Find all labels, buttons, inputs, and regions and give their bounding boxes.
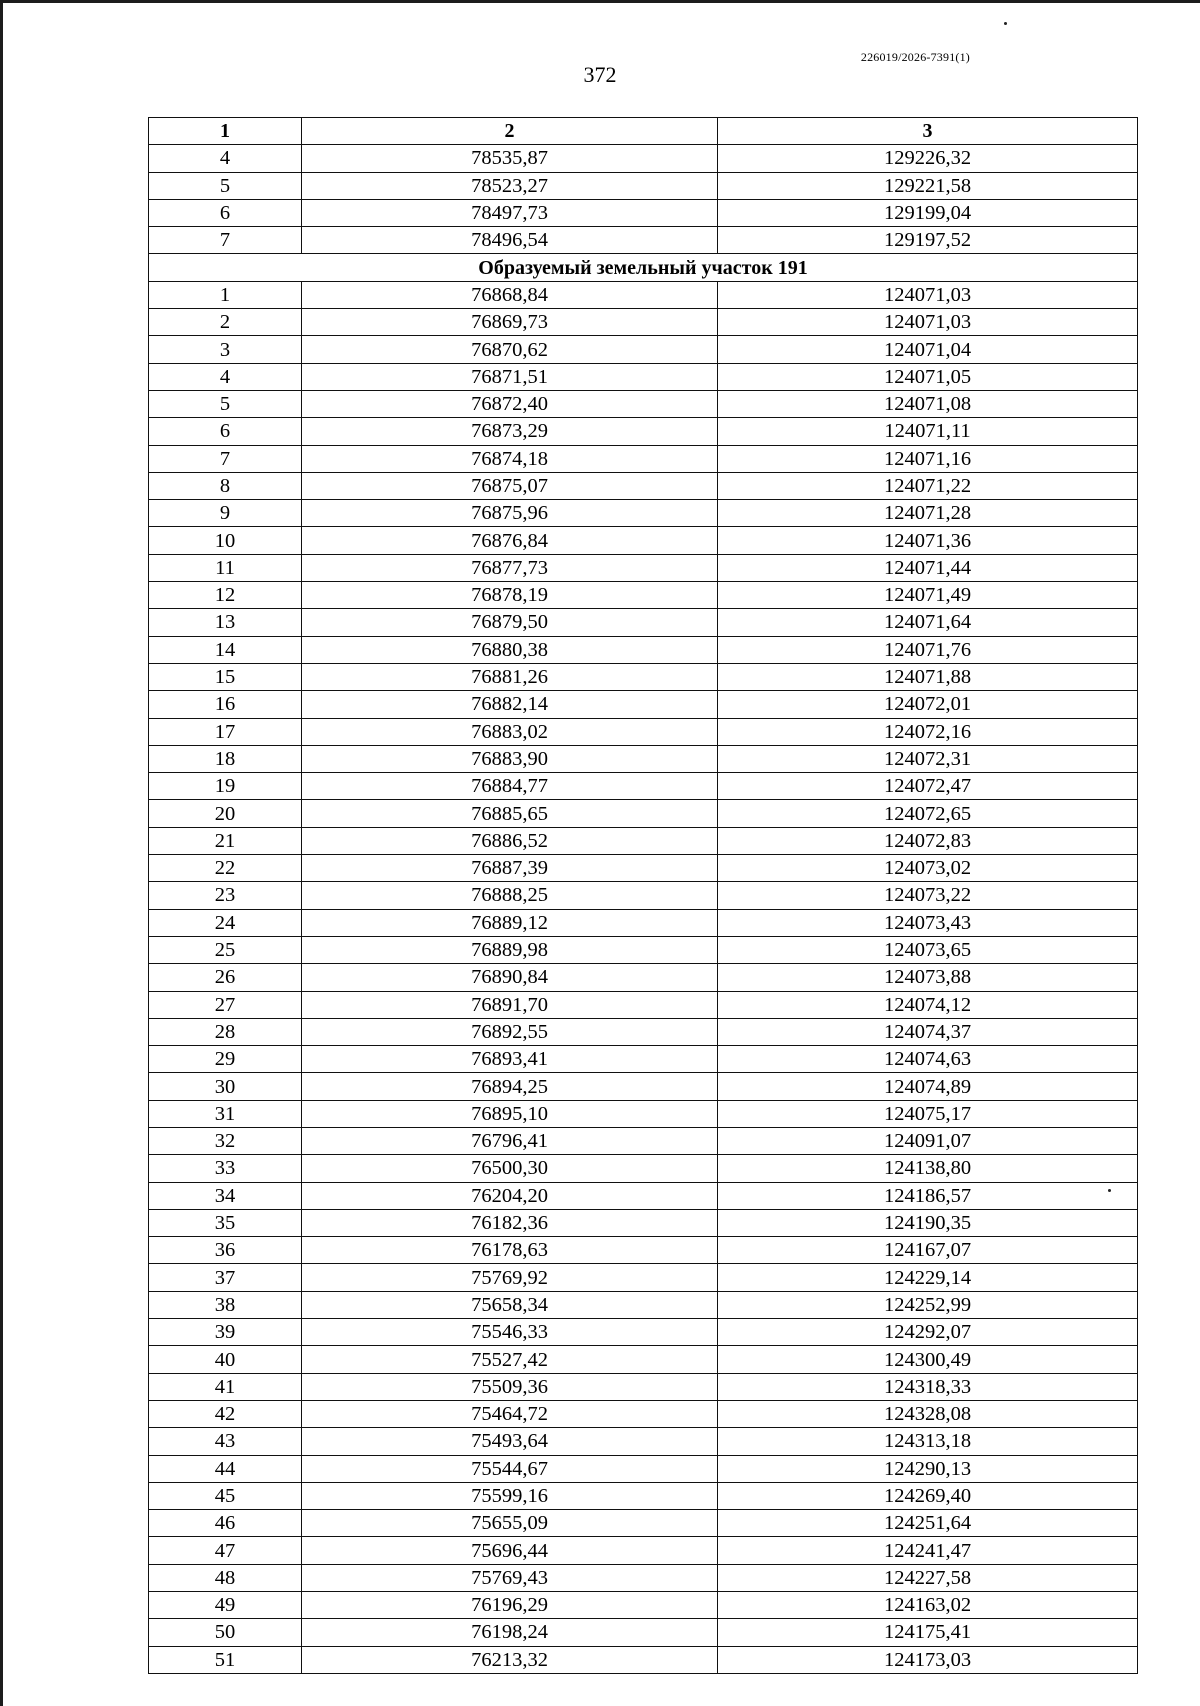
table-row	[149, 1073, 1138, 1100]
table-row	[149, 281, 1138, 308]
coordinate-x-cell: 76889,98	[302, 936, 718, 963]
point-number-cell: 10	[149, 527, 302, 554]
table-row	[149, 1237, 1138, 1264]
coordinate-y-cell: 124071,49	[718, 582, 1138, 609]
coordinate-y-cell: 124175,41	[718, 1619, 1138, 1646]
point-number-cell: 13	[149, 609, 302, 636]
coordinate-y-cell: 124300,49	[718, 1346, 1138, 1373]
coordinate-y-cell: 124073,02	[718, 855, 1138, 882]
coordinate-x-cell: 76890,84	[302, 964, 718, 991]
table-row	[149, 1646, 1138, 1673]
point-number-cell: 31	[149, 1100, 302, 1127]
coordinate-x-cell: 78523,27	[302, 172, 718, 199]
coordinate-y-cell: 124074,63	[718, 1046, 1138, 1073]
coordinate-y-cell: 124074,37	[718, 1018, 1138, 1045]
point-number-cell: 2	[149, 309, 302, 336]
coordinate-y-cell: 124241,47	[718, 1537, 1138, 1564]
table-row	[149, 309, 1138, 336]
point-number-cell: 20	[149, 800, 302, 827]
column-header-3: 3	[718, 118, 1138, 145]
table-row	[149, 1482, 1138, 1509]
point-number-cell: 5	[149, 172, 302, 199]
coordinate-x-cell: 76881,26	[302, 663, 718, 690]
table-row	[149, 1018, 1138, 1045]
coordinate-x-cell: 75658,34	[302, 1291, 718, 1318]
point-number-cell: 45	[149, 1482, 302, 1509]
coordinate-y-cell: 124073,22	[718, 882, 1138, 909]
coordinate-x-cell: 76871,51	[302, 363, 718, 390]
point-number-cell: 48	[149, 1564, 302, 1591]
point-number-cell: 27	[149, 991, 302, 1018]
coordinate-y-cell: 124167,07	[718, 1237, 1138, 1264]
coordinate-x-cell: 76874,18	[302, 445, 718, 472]
coordinate-x-cell: 75464,72	[302, 1400, 718, 1427]
table-row	[149, 1510, 1138, 1537]
coordinate-x-cell: 75493,64	[302, 1428, 718, 1455]
table-row	[149, 418, 1138, 445]
point-number-cell: 21	[149, 827, 302, 854]
table-row	[149, 1264, 1138, 1291]
table-row	[149, 554, 1138, 581]
point-number-cell: 9	[149, 500, 302, 527]
coordinate-y-cell: 124186,57	[718, 1182, 1138, 1209]
coordinate-x-cell: 76500,30	[302, 1155, 718, 1182]
table-row	[149, 609, 1138, 636]
point-number-cell: 46	[149, 1510, 302, 1537]
coordinate-y-cell: 124071,04	[718, 336, 1138, 363]
table-row	[149, 1373, 1138, 1400]
table-row	[149, 527, 1138, 554]
coordinate-y-cell: 124138,80	[718, 1155, 1138, 1182]
coordinate-x-cell: 76878,19	[302, 582, 718, 609]
coordinate-x-cell: 75696,44	[302, 1537, 718, 1564]
coordinate-y-cell: 124071,76	[718, 636, 1138, 663]
point-number-cell: 1	[149, 281, 302, 308]
coordinate-y-cell: 124313,18	[718, 1428, 1138, 1455]
coordinate-x-cell: 76886,52	[302, 827, 718, 854]
coordinate-y-cell: 124072,83	[718, 827, 1138, 854]
table-row	[149, 1209, 1138, 1236]
table-row	[149, 718, 1138, 745]
table-row	[149, 390, 1138, 417]
point-number-cell: 6	[149, 418, 302, 445]
table-row	[149, 964, 1138, 991]
coordinate-y-cell: 124071,03	[718, 309, 1138, 336]
column-header-2: 2	[302, 118, 718, 145]
coordinate-x-cell: 76888,25	[302, 882, 718, 909]
coordinate-x-cell: 76876,84	[302, 527, 718, 554]
coordinate-x-cell: 76883,02	[302, 718, 718, 745]
coordinate-y-cell: 124071,28	[718, 500, 1138, 527]
table-row	[149, 1400, 1138, 1427]
point-number-cell: 35	[149, 1209, 302, 1236]
point-number-cell: 41	[149, 1373, 302, 1400]
table-row	[149, 1619, 1138, 1646]
point-number-cell: 22	[149, 855, 302, 882]
coordinate-x-cell: 76213,32	[302, 1646, 718, 1673]
coordinate-y-cell: 124071,16	[718, 445, 1138, 472]
table-row	[149, 1319, 1138, 1346]
point-number-cell: 23	[149, 882, 302, 909]
coordinate-x-cell: 76873,29	[302, 418, 718, 445]
coordinate-y-cell: 124071,22	[718, 472, 1138, 499]
table-row	[149, 1564, 1138, 1591]
coordinate-y-cell: 124252,99	[718, 1291, 1138, 1318]
point-number-cell: 24	[149, 909, 302, 936]
coordinate-y-cell: 124163,02	[718, 1592, 1138, 1619]
page-number: 372	[583, 62, 617, 87]
table-row	[149, 882, 1138, 909]
coordinate-y-cell: 124071,11	[718, 418, 1138, 445]
point-number-cell: 3	[149, 336, 302, 363]
coordinate-y-cell: 124071,64	[718, 609, 1138, 636]
point-number-cell: 34	[149, 1182, 302, 1209]
point-number-cell: 5	[149, 390, 302, 417]
table-row	[149, 909, 1138, 936]
coordinates-table	[148, 117, 1138, 1674]
coordinate-y-cell: 124190,35	[718, 1209, 1138, 1236]
point-number-cell: 7	[149, 445, 302, 472]
coordinate-x-cell: 76884,77	[302, 773, 718, 800]
table-row	[149, 800, 1138, 827]
coordinate-y-cell: 124075,17	[718, 1100, 1138, 1127]
coordinate-x-cell: 76872,40	[302, 390, 718, 417]
coordinate-x-cell: 76885,65	[302, 800, 718, 827]
table-row	[149, 336, 1138, 363]
table-row	[149, 1127, 1138, 1154]
point-number-cell: 50	[149, 1619, 302, 1646]
coordinate-y-cell: 124072,31	[718, 745, 1138, 772]
point-number-cell: 14	[149, 636, 302, 663]
point-number-cell: 8	[149, 472, 302, 499]
coordinate-y-cell: 124072,65	[718, 800, 1138, 827]
point-number-cell: 43	[149, 1428, 302, 1455]
table-row	[149, 936, 1138, 963]
coordinate-y-cell: 124074,89	[718, 1073, 1138, 1100]
scan-border-top	[0, 0, 1200, 3]
point-number-cell: 19	[149, 773, 302, 800]
table-row	[149, 445, 1138, 472]
table-row	[149, 991, 1138, 1018]
coordinates-table-body	[149, 118, 1138, 1674]
coordinate-y-cell: 124269,40	[718, 1482, 1138, 1509]
coordinate-x-cell: 75769,92	[302, 1264, 718, 1291]
table-row	[149, 663, 1138, 690]
coordinate-x-cell: 76889,12	[302, 909, 718, 936]
coordinate-y-cell: 124091,07	[718, 1127, 1138, 1154]
coordinate-x-cell: 76198,24	[302, 1619, 718, 1646]
coordinate-y-cell: 124229,14	[718, 1264, 1138, 1291]
coordinate-x-cell: 76894,25	[302, 1073, 718, 1100]
coordinate-y-cell: 124071,03	[718, 281, 1138, 308]
point-number-cell: 28	[149, 1018, 302, 1045]
coordinate-x-cell: 76879,50	[302, 609, 718, 636]
point-number-cell: 42	[149, 1400, 302, 1427]
point-number-cell: 33	[149, 1155, 302, 1182]
point-number-cell: 4	[149, 363, 302, 390]
coordinate-x-cell: 76875,96	[302, 500, 718, 527]
table-row	[149, 145, 1138, 172]
coordinate-y-cell: 124071,36	[718, 527, 1138, 554]
table-row	[149, 1455, 1138, 1482]
point-number-cell: 51	[149, 1646, 302, 1673]
point-number-cell: 18	[149, 745, 302, 772]
scan-border-left	[0, 0, 3, 1706]
coordinate-x-cell: 78496,54	[302, 227, 718, 254]
point-number-cell: 12	[149, 582, 302, 609]
coordinate-y-cell: 124072,01	[718, 691, 1138, 718]
table-row	[149, 500, 1138, 527]
coordinate-y-cell: 129199,04	[718, 199, 1138, 226]
coordinate-y-cell: 124073,65	[718, 936, 1138, 963]
table-row	[149, 1046, 1138, 1073]
coordinate-x-cell: 75544,67	[302, 1455, 718, 1482]
coordinate-x-cell: 75509,36	[302, 1373, 718, 1400]
coordinate-x-cell: 76893,41	[302, 1046, 718, 1073]
coordinate-x-cell: 76891,70	[302, 991, 718, 1018]
coordinate-x-cell: 76204,20	[302, 1182, 718, 1209]
coordinate-y-cell: 129221,58	[718, 172, 1138, 199]
table-row	[149, 1155, 1138, 1182]
table-row	[149, 199, 1138, 226]
coordinate-x-cell: 78497,73	[302, 199, 718, 226]
coordinate-x-cell: 76883,90	[302, 745, 718, 772]
coordinate-y-cell: 124071,88	[718, 663, 1138, 690]
coordinate-x-cell: 76887,39	[302, 855, 718, 882]
coordinate-y-cell: 124328,08	[718, 1400, 1138, 1427]
coordinate-x-cell: 76868,84	[302, 281, 718, 308]
point-number-cell: 11	[149, 554, 302, 581]
table-row	[149, 472, 1138, 499]
coordinate-x-cell: 75546,33	[302, 1319, 718, 1346]
point-number-cell: 4	[149, 145, 302, 172]
coordinate-y-cell: 124292,07	[718, 1319, 1138, 1346]
coordinate-y-cell: 124071,08	[718, 390, 1138, 417]
point-number-cell: 6	[149, 199, 302, 226]
point-number-cell: 37	[149, 1264, 302, 1291]
point-number-cell: 32	[149, 1127, 302, 1154]
coordinate-x-cell: 76880,38	[302, 636, 718, 663]
point-number-cell: 7	[149, 227, 302, 254]
coordinate-x-cell: 78535,87	[302, 145, 718, 172]
point-number-cell: 26	[149, 964, 302, 991]
point-number-cell: 40	[149, 1346, 302, 1373]
table-row	[149, 745, 1138, 772]
coordinate-x-cell: 75769,43	[302, 1564, 718, 1591]
point-number-cell: 16	[149, 691, 302, 718]
coordinate-y-cell: 124318,33	[718, 1373, 1138, 1400]
coordinate-x-cell: 76796,41	[302, 1127, 718, 1154]
table-row	[149, 1428, 1138, 1455]
coordinate-y-cell: 124290,13	[718, 1455, 1138, 1482]
coordinate-y-cell: 124072,47	[718, 773, 1138, 800]
point-number-cell: 30	[149, 1073, 302, 1100]
coordinate-y-cell: 124073,43	[718, 909, 1138, 936]
point-number-cell: 29	[149, 1046, 302, 1073]
coordinate-y-cell: 124074,12	[718, 991, 1138, 1018]
table-row	[149, 582, 1138, 609]
table-row	[149, 1346, 1138, 1373]
coordinate-y-cell: 124072,16	[718, 718, 1138, 745]
coordinate-y-cell: 124251,64	[718, 1510, 1138, 1537]
table-row	[149, 1100, 1138, 1127]
section-title-row	[149, 254, 1138, 281]
coordinate-y-cell: 124173,03	[718, 1646, 1138, 1673]
coordinate-x-cell: 75527,42	[302, 1346, 718, 1373]
point-number-cell: 44	[149, 1455, 302, 1482]
table-row	[149, 855, 1138, 882]
document-number: 226019/2026-7391(1)	[860, 50, 970, 64]
point-number-cell: 47	[149, 1537, 302, 1564]
point-number-cell: 49	[149, 1592, 302, 1619]
coordinate-x-cell: 76877,73	[302, 554, 718, 581]
point-number-cell: 15	[149, 663, 302, 690]
column-header-1: 1	[149, 118, 302, 145]
coordinate-x-cell: 75599,16	[302, 1482, 718, 1509]
point-number-cell: 17	[149, 718, 302, 745]
coordinate-y-cell: 129226,32	[718, 145, 1138, 172]
coordinate-x-cell: 76870,62	[302, 336, 718, 363]
coordinate-y-cell: 124227,58	[718, 1564, 1138, 1591]
point-number-cell: 36	[149, 1237, 302, 1264]
table-row	[149, 1592, 1138, 1619]
point-number-cell: 38	[149, 1291, 302, 1318]
coordinate-x-cell: 76196,29	[302, 1592, 718, 1619]
coordinate-y-cell: 124071,44	[718, 554, 1138, 581]
table-row	[149, 636, 1138, 663]
coordinate-x-cell: 76895,10	[302, 1100, 718, 1127]
coordinate-x-cell: 76892,55	[302, 1018, 718, 1045]
point-number-cell: 39	[149, 1319, 302, 1346]
table-header-row	[149, 118, 1138, 145]
coordinate-x-cell: 76875,07	[302, 472, 718, 499]
scan-speck	[1004, 22, 1007, 25]
table-row	[149, 691, 1138, 718]
coordinate-x-cell: 76178,63	[302, 1237, 718, 1264]
table-row	[149, 1291, 1138, 1318]
table-row	[149, 1182, 1138, 1209]
table-row	[149, 773, 1138, 800]
coordinate-x-cell: 76182,36	[302, 1209, 718, 1236]
coordinate-x-cell: 75655,09	[302, 1510, 718, 1537]
coordinate-x-cell: 76869,73	[302, 309, 718, 336]
coordinate-y-cell: 124071,05	[718, 363, 1138, 390]
table-row	[149, 227, 1138, 254]
section-title: Образуемый земельный участок 191	[149, 254, 1138, 281]
table-row	[149, 172, 1138, 199]
coordinate-y-cell: 129197,52	[718, 227, 1138, 254]
coordinate-x-cell: 76882,14	[302, 691, 718, 718]
point-number-cell: 25	[149, 936, 302, 963]
table-row	[149, 827, 1138, 854]
table-row	[149, 1537, 1138, 1564]
table-row	[149, 363, 1138, 390]
coordinate-y-cell: 124073,88	[718, 964, 1138, 991]
